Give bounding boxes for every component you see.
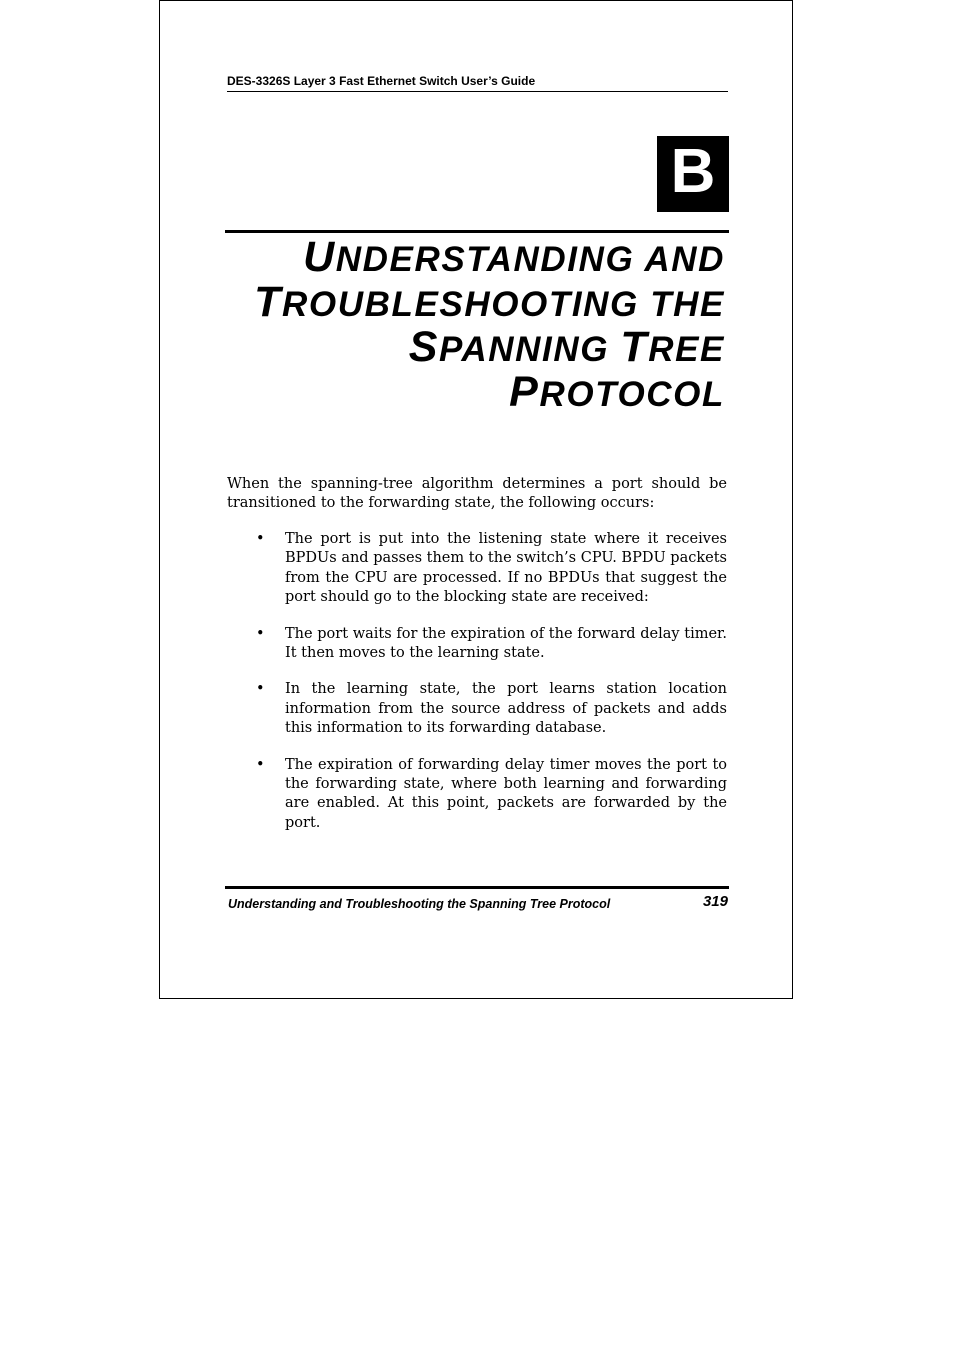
title-initial: P [509,368,540,416]
title-text: REE [648,330,725,369]
list-item-text: The port waits for the expiration of the forward delay timer. It then moves to the learning state. [285,625,727,662]
footer-title: Understanding and Troubleshooting the Spanning Tree Protocol [228,897,611,911]
title-initial: U [303,233,336,281]
title-text: ROUBLESHOOTING THE [282,285,725,324]
title-initial: T [254,278,283,326]
title-rule [225,230,729,233]
footer-rule [225,886,729,889]
title-text: PANNING [439,330,621,369]
bullet-icon: • [256,681,265,698]
list-item [227,756,727,834]
title-text: NDERSTANDING AND [335,240,725,279]
chapter-title-line [225,368,725,416]
chapter-title-line [225,323,725,371]
chapter-title [225,233,725,416]
chapter-title-line [225,233,725,281]
title-initial: T [620,323,649,371]
bullet-icon: • [256,625,265,642]
list-item-text: In the learning state, the port learns station location information from the source address of packets and adds this information to its forwarding database. [285,681,727,737]
chapter-letter-box: B [657,136,729,212]
bullet-icon: • [256,756,265,773]
page-number: 319 [702,893,728,910]
list-item-text: The port is put into the listening state where it receives BPDUs and passes them to the switch’s CPU. BPDU packets from the CPU are processed. If no BPDUs that suggest the port should go to the blocking state are received: [285,531,727,606]
title-initial: S [408,323,440,371]
list-item [227,680,727,738]
running-header: DES-3326S Layer 3 Fast Ethernet Switch User’s Guide [227,74,728,92]
intro-paragraph: When the spanning-tree algorithm determines a port should be transitioned to the forwarding state, the following occurs: [227,476,727,512]
title-text: ROTOCOL [539,375,725,414]
chapter-title-line [225,278,725,326]
list-item [227,625,727,664]
list-item-text: The expiration of forwarding delay timer moves the port to the forwarding state, where both learning and forwarding are enabled. At this point, packets are forwarded by the port. [285,756,727,831]
list-item [227,530,727,608]
bullet-list [227,530,727,850]
bullet-icon: • [256,531,265,547]
